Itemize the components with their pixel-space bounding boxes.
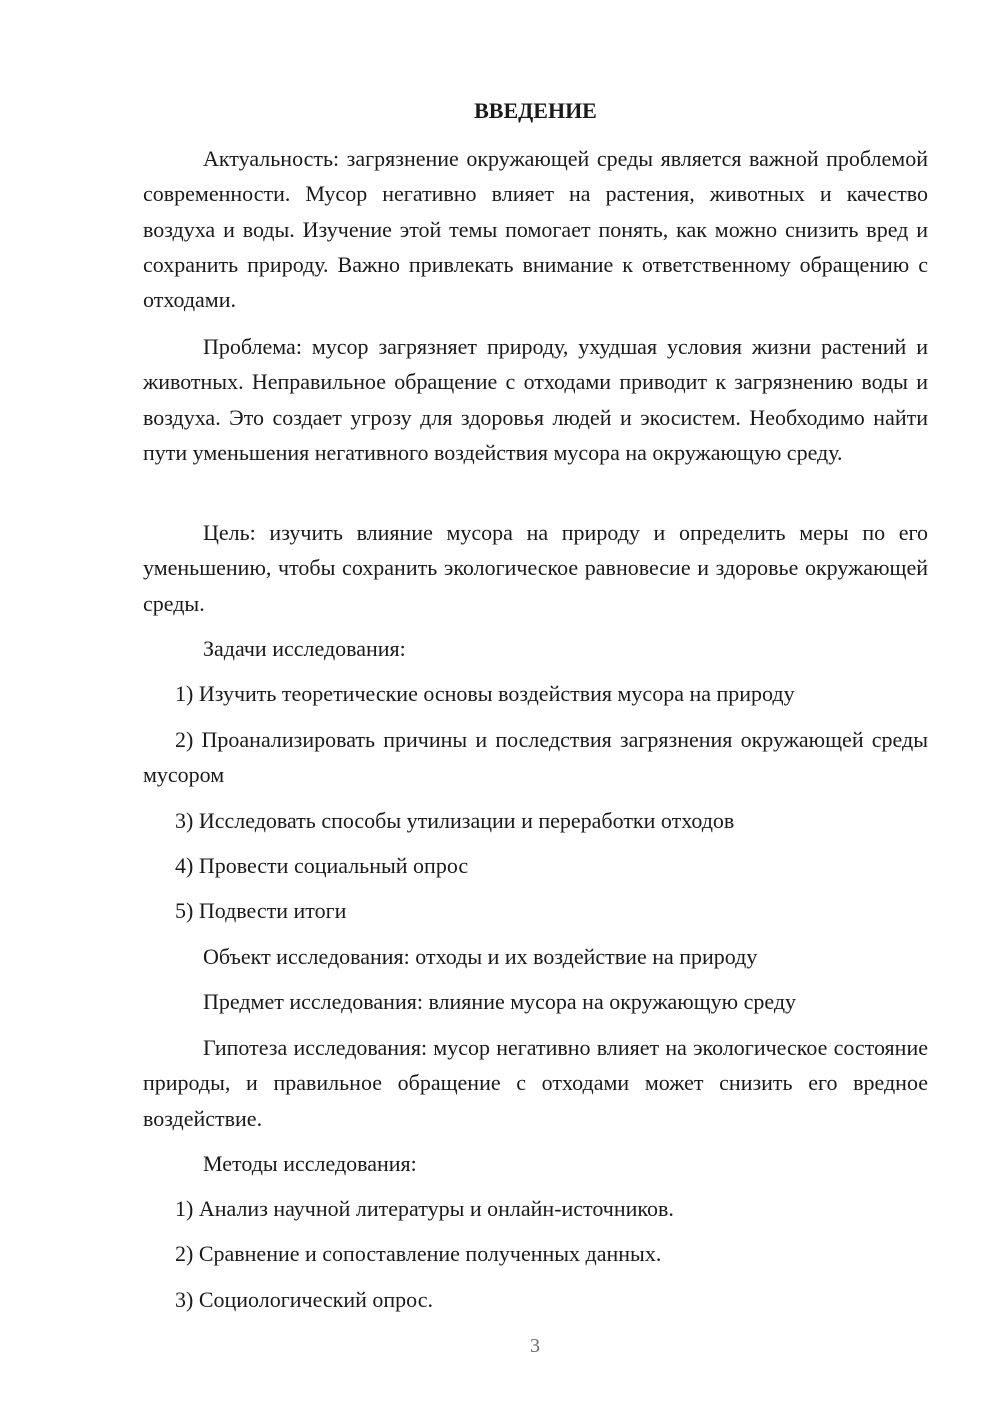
task-item-4: 4) Провести социальный опрос [175, 853, 469, 878]
tasks-title: Задачи исследования: [203, 636, 406, 661]
methods-title: Методы исследования: [203, 1151, 417, 1176]
method-item-2: 2) Сравнение и сопоставление полученных данных. [175, 1241, 662, 1266]
hypothesis-paragraph: Гипотеза исследования: мусор негативно влияет на экологическое состояние природы, и правильное обращение с отходами может снизить его вредное воздействие. [143, 1035, 928, 1131]
task-item-2: 2) Проанализировать причины и последствия загрязнения окружающей среды мусором [143, 727, 928, 788]
task-item-5: 5) Подвести итоги [175, 898, 347, 923]
task-item-1: 1) Изучить теоретические основы воздействия мусора на природу [175, 681, 795, 706]
problem-paragraph: Проблема: мусор загрязняет природу, ухудшая условия жизни растений и животных. Неправильное обращение с отходами приводит к загрязнению воды и воздуха. Это создает угрозу для здоровья людей и экосистем. Необходимо найти пути уменьшения негативного воздействия мусора на окружающую среду. [143, 334, 928, 465]
research-subject: Предмет исследования: влияние мусора на окружающую среду [203, 989, 797, 1014]
method-item-3: 3) Социологический опрос. [175, 1287, 433, 1312]
relevance-paragraph: Актуальность: загрязнение окружающей среды является важной проблемой современности. Мусор негативно влияет на растения, животных и качество воздуха и воды. Изучение этой темы помогает понять, как можно снизить вред и сохранить природу. Важно привлекать внимание к ответственному обращению с отходами. [143, 146, 928, 313]
page-heading: ВВЕДЕНИЕ [474, 98, 597, 123]
method-item-1: 1) Анализ научной литературы и онлайн-источников. [175, 1196, 674, 1221]
page-number: 3 [530, 1335, 540, 1357]
task-item-3: 3) Исследовать способы утилизации и переработки отходов [175, 808, 735, 833]
research-object: Объект исследования: отходы и их воздействие на природу [203, 944, 758, 969]
goal-paragraph: Цель: изучить влияние мусора на природу и определить меры по его уменьшению, чтобы сохранить экологическое равновесие и здоровье окружающей среды. [143, 520, 928, 616]
